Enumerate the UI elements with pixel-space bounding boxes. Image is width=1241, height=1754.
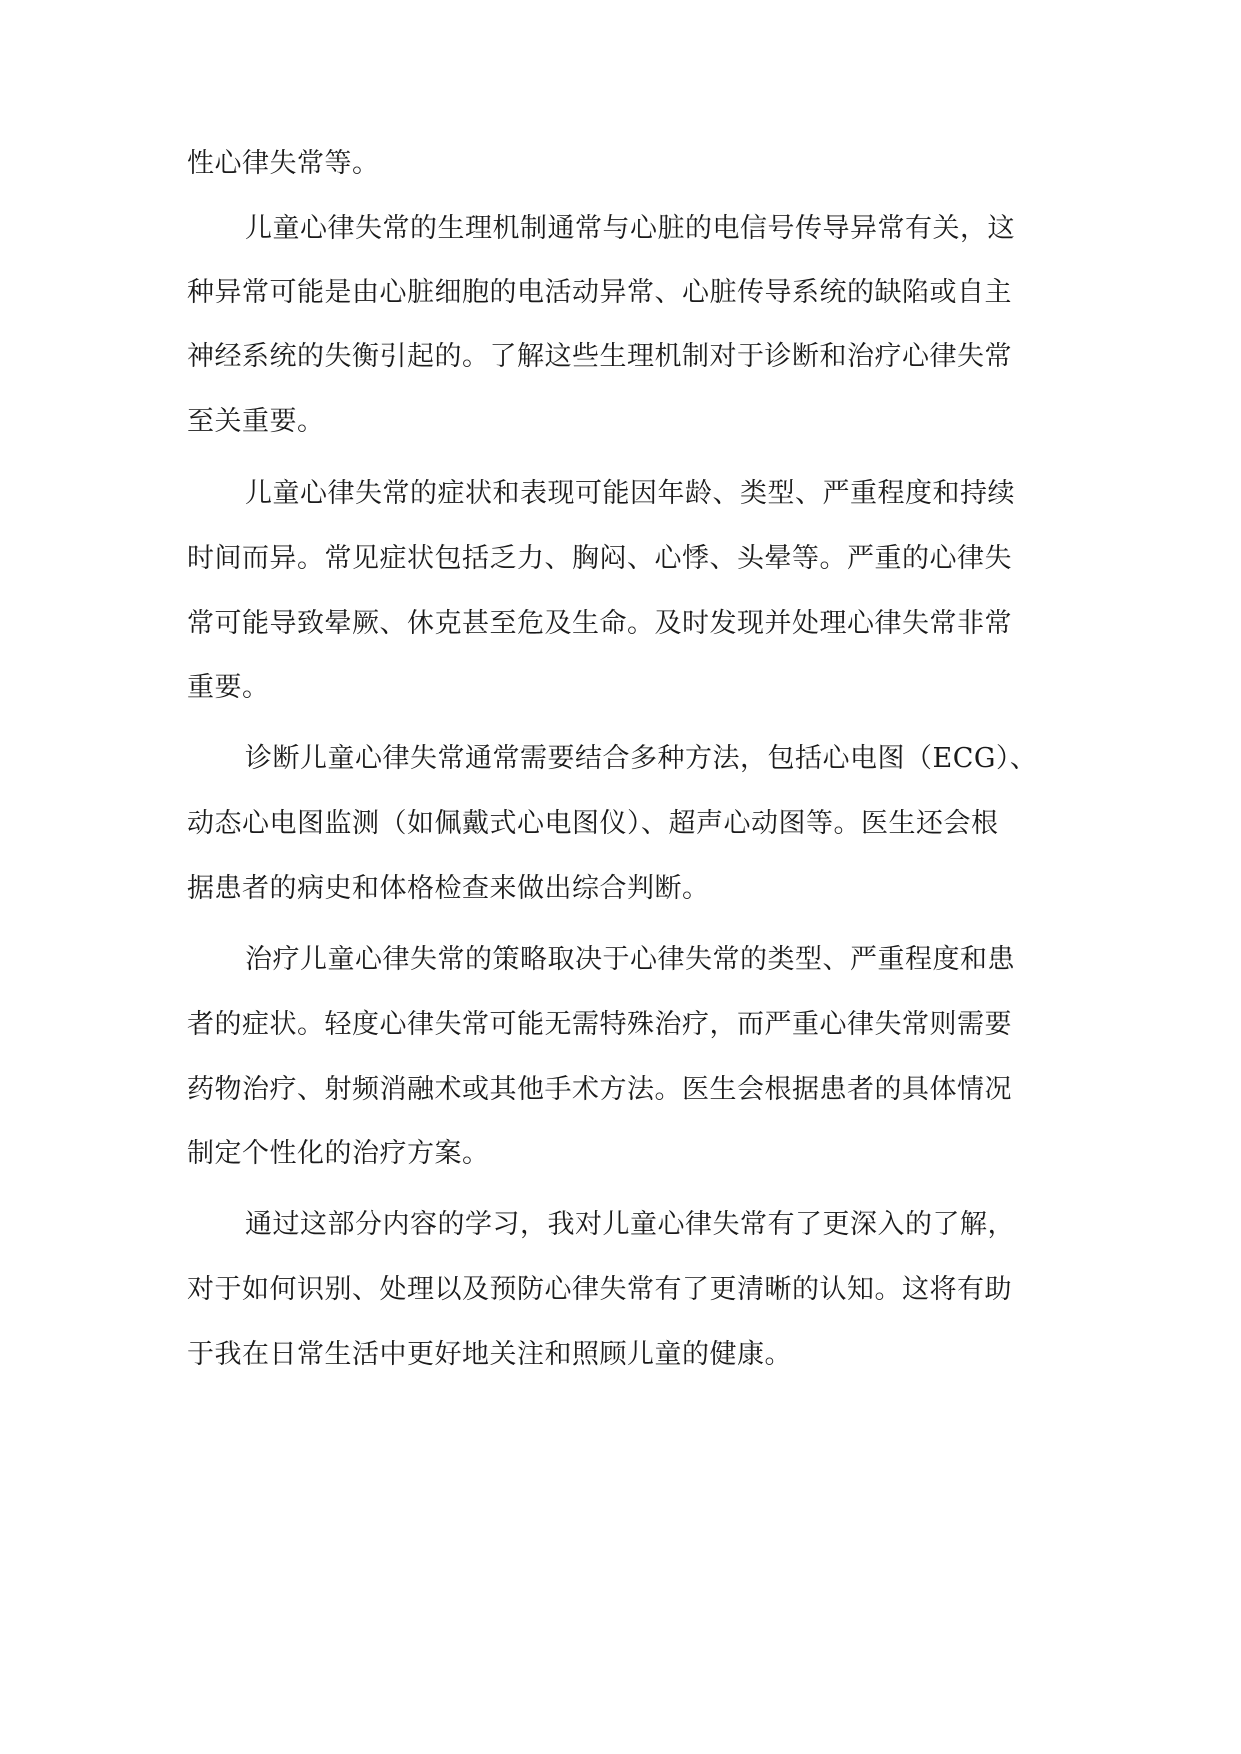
text-line: 药物治疗、射频消融术或其他手术方法。医生会根据患者的具体情况	[187, 1074, 1012, 1105]
text-line: 神经系统的失衡引起的。了解这些生理机制对于诊断和治疗心律失常	[187, 341, 1012, 372]
text-line: 制定个性化的治疗方案。	[187, 1138, 490, 1169]
text-line: 者的症状。轻度心律失常可能无需特殊治疗，而严重心律失常则需要	[187, 1009, 1012, 1040]
paragraph-first-line: 治疗儿童心律失常的策略取决于心律失常的类型、严重程度和患	[245, 944, 1015, 975]
paragraph-first-line: 儿童心律失常的生理机制通常与心脏的电信号传导异常有关，这	[245, 213, 1015, 244]
text-line: 于我在日常生活中更好地关注和照顾儿童的健康。	[187, 1339, 792, 1370]
paragraph-first-line: 儿童心律失常的症状和表现可能因年龄、类型、严重程度和持续	[245, 478, 1015, 509]
text-line: 种异常可能是由心脏细胞的电活动异常、心脏传导系统的缺陷或自主	[187, 277, 1012, 308]
text-line: 常可能导致晕厥、休克甚至危及生命。及时发现并处理心律失常非常	[187, 608, 1012, 639]
paragraph-first-line: 通过这部分内容的学习，我对儿童心律失常有了更深入的了解，	[245, 1209, 1015, 1240]
text-line: 动态心电图监测（如佩戴式心电图仪）、超声心动图等。医生还会根	[187, 808, 999, 839]
paragraph-first-line: 诊断儿童心律失常通常需要结合多种方法，包括心电图（ECG）、	[245, 743, 1038, 774]
text-line: 对于如何识别、处理以及预防心律失常有了更清晰的认知。这将有助	[187, 1274, 1012, 1305]
text-line: 重要。	[187, 672, 270, 703]
text-line: 据患者的病史和体格检查来做出综合判断。	[187, 873, 710, 904]
text-line: 至关重要。	[187, 406, 325, 437]
text-line: 时间而异。常见症状包括乏力、胸闷、心悸、头晕等。严重的心律失	[187, 543, 1012, 574]
text-line: 性心律失常等。	[187, 148, 380, 179]
